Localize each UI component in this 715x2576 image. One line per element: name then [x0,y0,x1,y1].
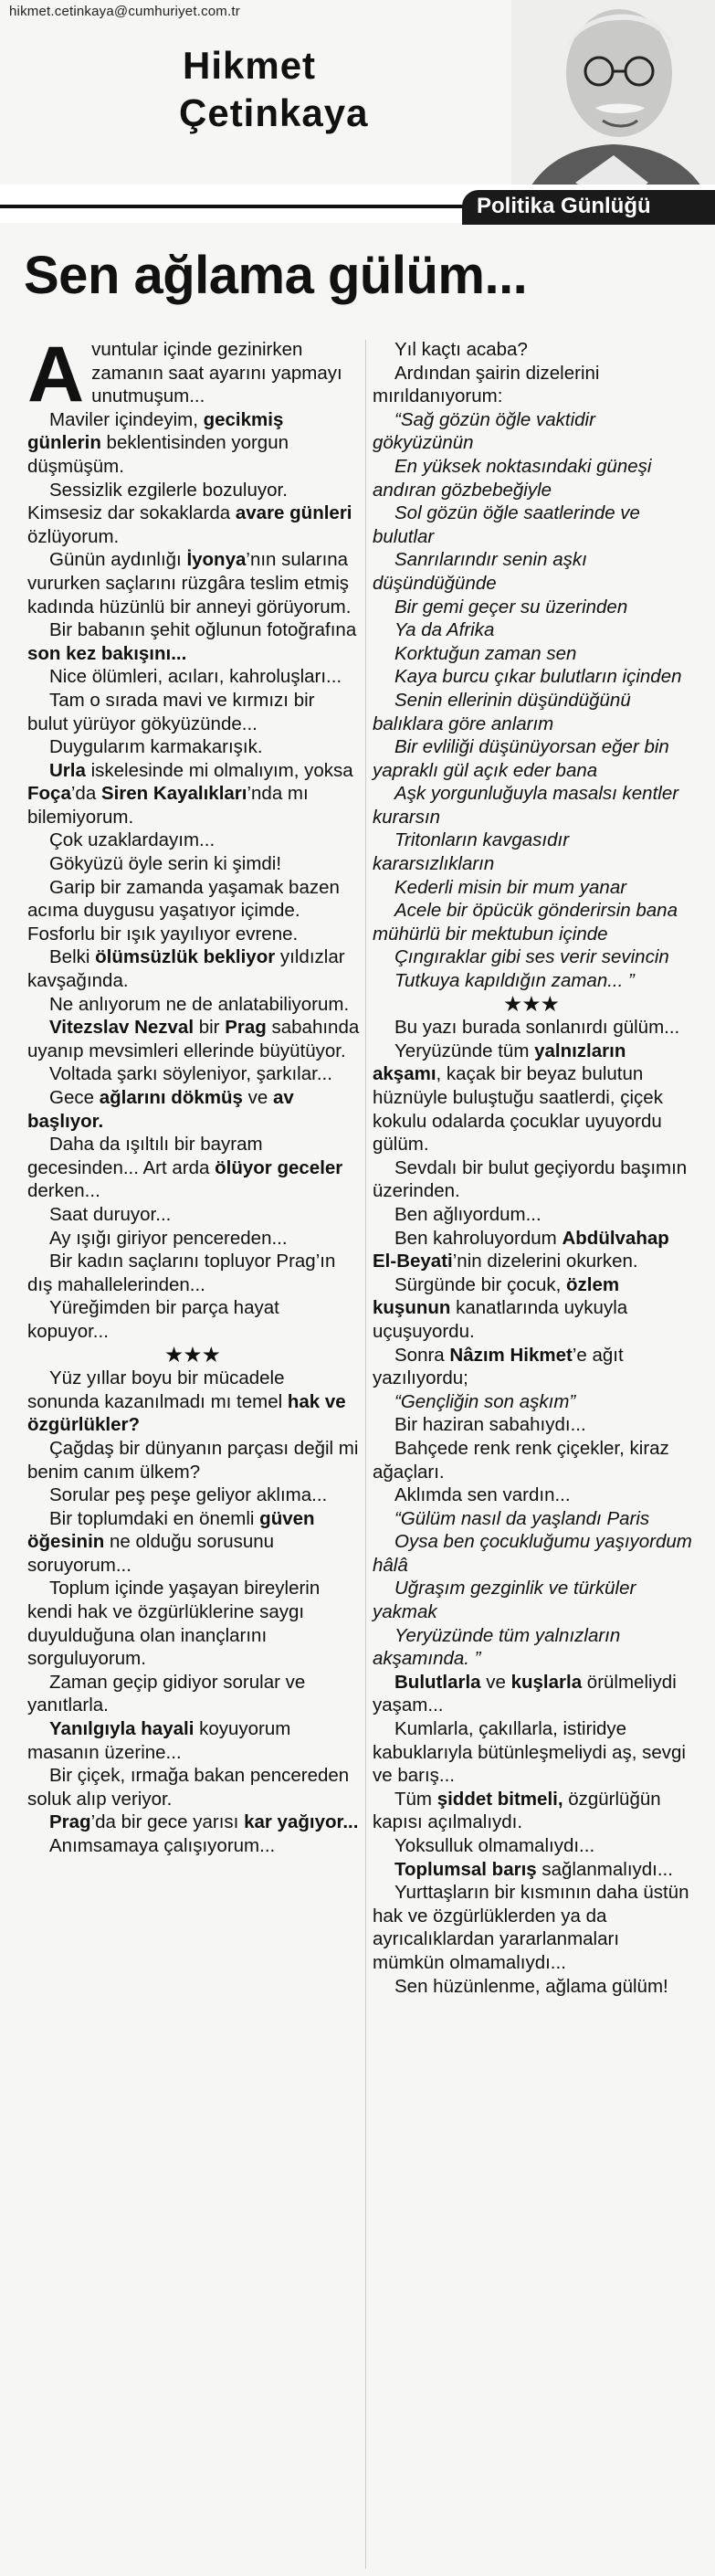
article-paragraph: Vitezslav Nezval bir Prag sabahında uyanıp mevsimleri ellerinde büyütüyor. [27,1017,360,1061]
poem-line: Sol gözün öğle saatlerinde ve bulutlar [373,502,640,547]
article-paragraph: Ne anlıyorum ne de anlatabiliyorum. [49,993,350,1015]
article-paragraph: Ben ağlıyordum... [394,1203,542,1225]
poem-line: “Gülüm nasıl da yaşlandı Paris [394,1507,650,1529]
article-paragraph: Toplum içinde yaşayan bireylerin kendi hak ve özgürlüklerine saygı duyulduğuna olan inançlarını sorguluyorum. [27,1578,321,1670]
article-paragraph: Gece ağlarını dökmüş ve av başlıyor. [27,1087,294,1132]
article-paragraph: Bir toplumdaki en önemli güven öğesinin ne olduğu sorusunu soruyorum... [27,1507,315,1576]
poem-line: Çıngıraklar gibi ses verir sevincin [394,946,669,968]
article-paragraph: Garip bir zamanda yaşamak bazen acıma duygusu yaşatıyor içimde. Fosforlu bir ışık yayılıyor evrene. [27,876,340,945]
article-paragraph: Avuntular içinde gezinirken zamanın saat ayarını yapmayı unutmuşum... [27,331,342,418]
section-separator: ★★★ [504,993,561,1015]
poem-line: Senin ellerinin düşündüğünü balıklara göre anlarım [373,689,631,734]
poem-line: Tutkuya kapıldığın zaman... ” [394,970,635,992]
article-paragraph: Maviler içindeyim, gecikmiş günlerin beklentisinden yorgun düşmüşüm. [27,408,289,477]
poem-line: Aşk yorgunluğuyla masalsı kentler kurarsın [373,783,679,828]
poem-line: Bir evliliği düşünüyorsan eğer bin yapraklı gül açık eder bana [373,736,669,781]
article-paragraph: Sessizlik ezgilerle bozuluyor. Kimsesiz dar sokaklarda avare günleri özlüyorum. [27,479,352,547]
article-paragraph: Yüreğimden bir parça hayat kopuyor... [27,1297,279,1342]
article-paragraph: Sorular peş peşe geliyor aklıma... [49,1484,328,1506]
poem-line: Uğraşım gezginlik ve türküler yakmak [373,1578,636,1623]
article-paragraph: Daha da ışıltılı bir bayram gecesinden... Art arda ölüyor geceler derken... [27,1134,343,1202]
article-paragraph: Bahçede renk renk çiçekler, kiraz ağaçları. [373,1437,669,1483]
article-paragraph: Ben kahroluyordum Abdülvahap El-Beyati’nin dizelerini okurken. [373,1227,669,1272]
author-portrait [511,0,715,206]
poem-line: Oysa ben çocukluğumu yaşıyordum hâlâ [373,1531,692,1576]
article-paragraph: Aklımda sen vardın... [394,1484,571,1506]
article-paragraph: Sen hüzünlenme, ağlama gülüm! [394,1975,668,1997]
article-paragraph: Yeryüzünde tüm yalnızların akşamı, kaçak bir beyaz bulutun hüznüyle buluştuğu saatlerdi, çiçek kokulu odalarda çocuklar uyuyordu gülüm. [373,1040,663,1156]
poem-line: Bir gemi geçer su üzerinden [394,596,628,618]
article-paragraph: Ay ışığı giriyor pencereden... [49,1227,288,1249]
article-paragraph: Yıl kaçtı acaba? [394,339,528,360]
article-paragraph: Toplumsal barış sağlanmalıydı... [394,1858,673,1880]
author-email: hikmet.cetinkaya@cumhuriyet.com.tr [9,4,240,19]
article-paragraph: Ardından şairin dizelerini mırıldanıyorum: [373,362,600,407]
poem-line: “Sağ gözün öğle vaktidir gökyüzünün [373,408,595,454]
article-paragraph: Anımsamaya çalışıyorum... [49,1835,276,1856]
article-paragraph: Tüm şiddet bitmeli, özgürlüğün kapısı açılmalıydı. [373,1788,661,1833]
article-paragraph: Yanılgıyla hayali koyuyorum masanın üzerine... [27,1718,291,1763]
article-paragraph: Sürgünde bir çocuk, özlem kuşunun kanatlarında uykuyla uçuşuyordu. [373,1273,628,1342]
article-paragraph: Zaman geçip gidiyor sorular ve yanıtlarla. [27,1671,306,1716]
author-first-name: Hikmet [183,44,317,87]
poem-line: Kederli misin bir mum yanar [394,876,627,898]
poem-line: Tritonların kavgasıdır kararsızlıkların [373,829,570,875]
poem-line: Kaya burcu çıkar bulutların içinden [394,666,682,688]
article-paragraph: Yüz yıllar boyu bir mücadele sonunda kazanılmadı mı temel hak ve özgürlükler? [27,1367,346,1436]
article-column-right [373,338,692,1998]
article-paragraph: Yoksulluk olmamalıydı... [394,1835,595,1856]
drop-cap: A [27,331,85,418]
poem-line: Acele bir öpücük gönderirsin bana mühürlü bir mektubun içinde [373,900,678,945]
article-paragraph: Günün aydınlığı İyonya’nın sularına vururken saçlarını rüzgâra teslim etmiş kadında hüzünlü bir anneyi görüyorum. [27,549,352,618]
article-paragraph: Bu yazı burada sonlanırdı gülüm... [394,1017,680,1039]
section-separator: ★★★ [165,1344,222,1366]
article-paragraph: Saat duruyor... [49,1203,172,1225]
article-paragraph: Çok uzaklardayım... [49,829,216,851]
article-paragraph: Duygularım karmakarışık. [49,736,263,758]
article-paragraph: Bir babanın şehit oğlunun fotoğrafına son kez bakışını... [27,619,357,664]
article-paragraph: Gökyüzü öyle serin ki şimdi! [49,853,282,875]
article-paragraph: Sonra Nâzım Hikmet’e ağıt yazılıyordu; [373,1344,624,1389]
headline: Sen ağlama gülüm... [24,246,528,305]
column-name: Politika Günlüğü [477,194,651,218]
poem-line: Ya da Afrika [394,619,495,641]
article-column-left [27,331,360,1858]
article-paragraph: Çağdaş bir dünyanın parçası değil mi benim canım ülkem? [27,1437,359,1483]
article-paragraph: Bir kadın saçlarını topluyor Prag’ın dış mahallelerinden... [27,1251,336,1295]
article-paragraph: Sevdalı bir bulut geçiyordu başımın üzerinden. [373,1156,688,1202]
poem-line: Korktuğun zaman sen [394,642,577,664]
poem-line: Sanrılarındır senin aşkı düşündüğünde [373,549,587,594]
article-paragraph: Prag’da bir gece yarısı kar yağıyor... [49,1811,359,1833]
author-last-name: Çetinkaya [179,91,369,134]
article-paragraph: Voltada şarkı söyleniyor, şarkılar... [49,1063,332,1085]
article-paragraph: Bulutlarla ve kuşlarla örülmeliydi yaşam... [373,1671,677,1716]
article-paragraph: Belki ölümsüzlük bekliyor yıldızlar kavşağında. [27,946,345,992]
poem-line: Yeryüzünde tüm yalnızların akşamında. ” [373,1624,621,1670]
poem-line: En yüksek noktasındaki güneşi andıran gözbebeğiyle [373,455,652,501]
article-paragraph: Bir haziran sabahıydı... [394,1414,586,1436]
article-paragraph: Bir çiçek, ırmağa bakan pencereden soluk alıp veriyor. [27,1765,350,1810]
poem-line: “Gençliğin son aşkım” [394,1390,576,1412]
article-paragraph: Nice ölümleri, acıları, kahroluşları... [49,666,342,688]
column-divider [365,340,366,2569]
article-paragraph: Tam o sırada mavi ve kırmızı bir bulut yürüyor gökyüzünde... [27,689,315,734]
article-paragraph: Urla iskelesinde mi olmalıyım, yoksa Foça’da Siren Kayalıkları’nda mı bilemiyorum. [27,759,353,828]
article-paragraph: Kumlarla, çakıllarla, istiridye kabuklarıyla bütünleşmeliydi aş, sevgi ve barış... [373,1718,686,1787]
article-paragraph: Yurttaşların bir kısmının daha üstün hak ve özgürlüklerden ya da ayrıcalıklardan yararlanmaları mümkün olmamalıydı... [373,1882,689,1973]
